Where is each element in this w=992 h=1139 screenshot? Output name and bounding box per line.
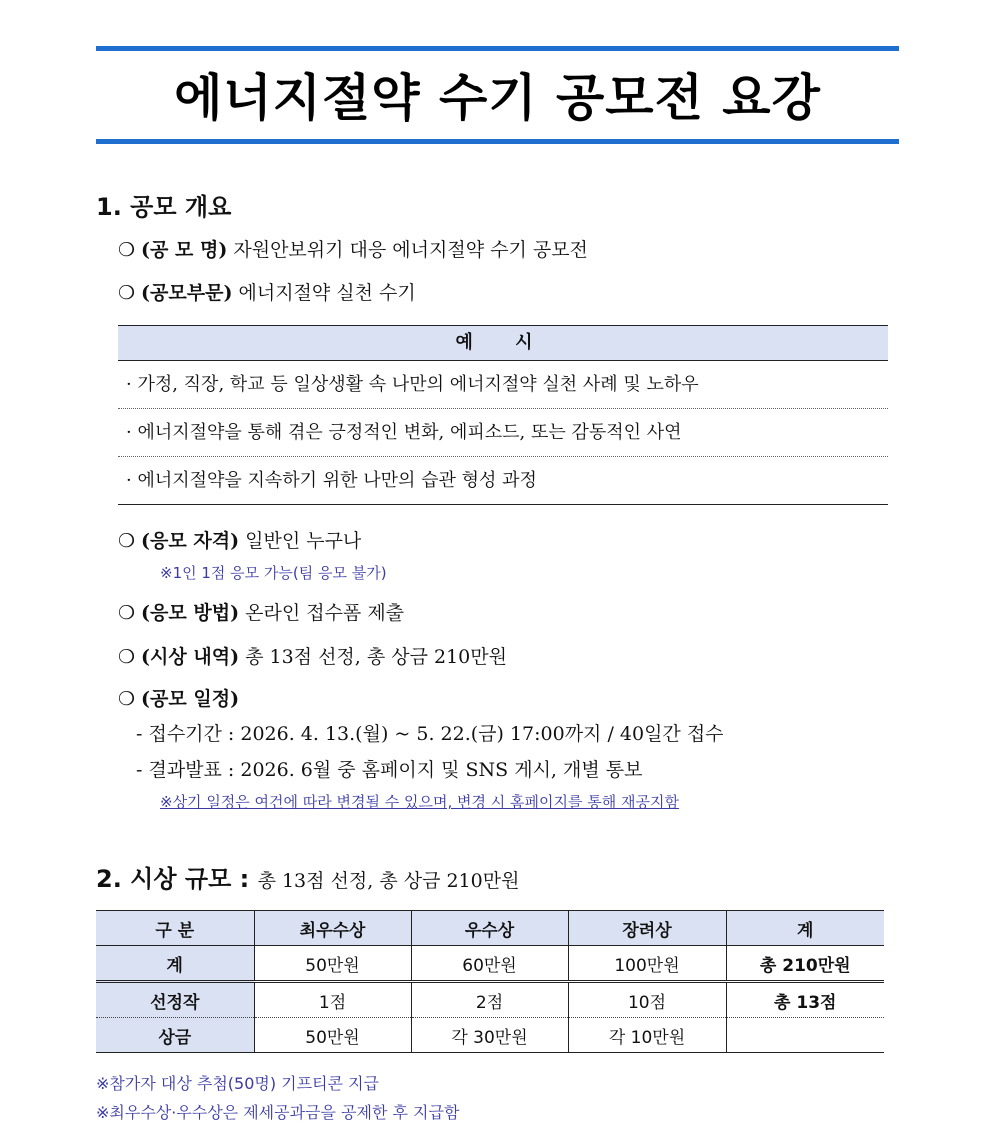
contest-name-row — [118, 235, 588, 262]
method-label: (응모 방법) — [141, 602, 240, 624]
table-cell: 60만원 — [411, 946, 568, 982]
schedule-label: (공모 일정) — [141, 688, 240, 710]
table-cell: 총 13점 — [726, 982, 884, 1018]
row-label: 선정작 — [96, 982, 254, 1018]
eligibility-label: (응모 자격) — [141, 530, 240, 552]
award-note: ※최우수상·우수상은 제세공과금을 공제한 후 지급함 — [96, 1103, 460, 1122]
table-cell: 1점 — [254, 982, 411, 1018]
award-label: (시상 내역) — [141, 646, 240, 668]
eligibility-row — [118, 526, 361, 553]
table-cell: 50만원 — [254, 946, 411, 982]
example-item: · 가정, 직장, 학교 등 일상생활 속 나만의 에너지절약 실천 사례 및 노하우 — [126, 374, 699, 395]
table-header-cell: 장려상 — [568, 911, 726, 946]
table-cell: 총 210만원 — [726, 946, 884, 982]
document-title: 에너지절약 수기 공모전 요강 — [174, 69, 821, 127]
schedule-note: ※상기 일정은 여건에 따라 변경될 수 있으며, 변경 시 홈페이지를 통해 재공지함 — [160, 793, 679, 811]
table-cell: 100만원 — [568, 946, 726, 982]
table-row — [96, 982, 884, 1018]
example-box — [118, 325, 888, 505]
schedule-row — [118, 684, 239, 711]
award-row — [118, 642, 507, 669]
award-note: ※참가자 대상 추첨(50명) 기프티콘 지급 — [96, 1074, 379, 1093]
section1-heading: 1. 공모 개요 — [96, 193, 232, 221]
contest-category-value: 에너지절약 실천 수기 — [238, 282, 416, 304]
table-row — [96, 1018, 884, 1053]
table-cell — [726, 1018, 884, 1053]
section2-heading: 2. 시상 규모 : — [96, 865, 250, 893]
circle-bullet-icon: ❍ — [118, 646, 136, 668]
table-cell: 각 30만원 — [411, 1018, 568, 1053]
table-header-cell: 최우수상 — [254, 911, 411, 946]
circle-bullet-icon: ❍ — [118, 602, 136, 624]
method-row — [118, 598, 404, 625]
contest-category-label: (공모부문) — [141, 282, 233, 304]
table-cell: 10점 — [568, 982, 726, 1018]
table-header-cell: 구 분 — [96, 911, 254, 946]
circle-bullet-icon: ❍ — [118, 688, 136, 710]
section2-heading-line — [96, 859, 519, 894]
title-bottom-bar — [96, 139, 899, 144]
table-header-cell: 계 — [726, 911, 884, 946]
award-value: 총 13점 선정, 총 상금 210만원 — [245, 646, 507, 668]
method-value: 온라인 접수폼 제출 — [245, 602, 405, 624]
table-cell: 각 10만원 — [568, 1018, 726, 1053]
circle-bullet-icon: ❍ — [118, 530, 136, 552]
contest-name-label: (공 모 명) — [141, 239, 228, 261]
example-header: 예 시 — [118, 326, 888, 361]
circle-bullet-icon: ❍ — [118, 282, 136, 304]
eligibility-value: 일반인 누구나 — [245, 530, 362, 552]
schedule-announcement-line: - 결과발표 : 2026. 6월 중 홈페이지 및 SNS 게시, 개별 통보 — [136, 759, 643, 781]
schedule-submission-line: - 접수기간 : 2026. 4. 13.(월) ~ 5. 22.(금) 17:00까지 / 40일간 접수 — [136, 723, 724, 745]
row-label: 계 — [96, 946, 254, 982]
table-cell: 2점 — [411, 982, 568, 1018]
title-top-bar — [96, 46, 899, 51]
contest-category-row — [118, 278, 416, 305]
contest-name-value: 자원안보위기 대응 에너지절약 수기 공모전 — [233, 239, 588, 261]
table-row — [96, 946, 884, 982]
example-item: · 에너지절약을 통해 겪은 긍정적인 변화, 에피소드, 또는 감동적인 사연 — [118, 408, 888, 456]
table-header-row — [96, 911, 884, 946]
section2-summary: 총 13점 선정, 총 상금 210만원 — [257, 870, 520, 892]
table-header-cell: 우수상 — [411, 911, 568, 946]
award-table — [96, 910, 884, 1053]
eligibility-note: ※1인 1점 응모 가능(팀 응모 불가) — [160, 564, 387, 582]
circle-bullet-icon: ❍ — [118, 239, 136, 261]
row-label: 상금 — [96, 1018, 254, 1053]
example-item: · 에너지절약을 지속하기 위한 나만의 습관 형성 과정 — [118, 456, 888, 504]
table-cell: 50만원 — [254, 1018, 411, 1053]
